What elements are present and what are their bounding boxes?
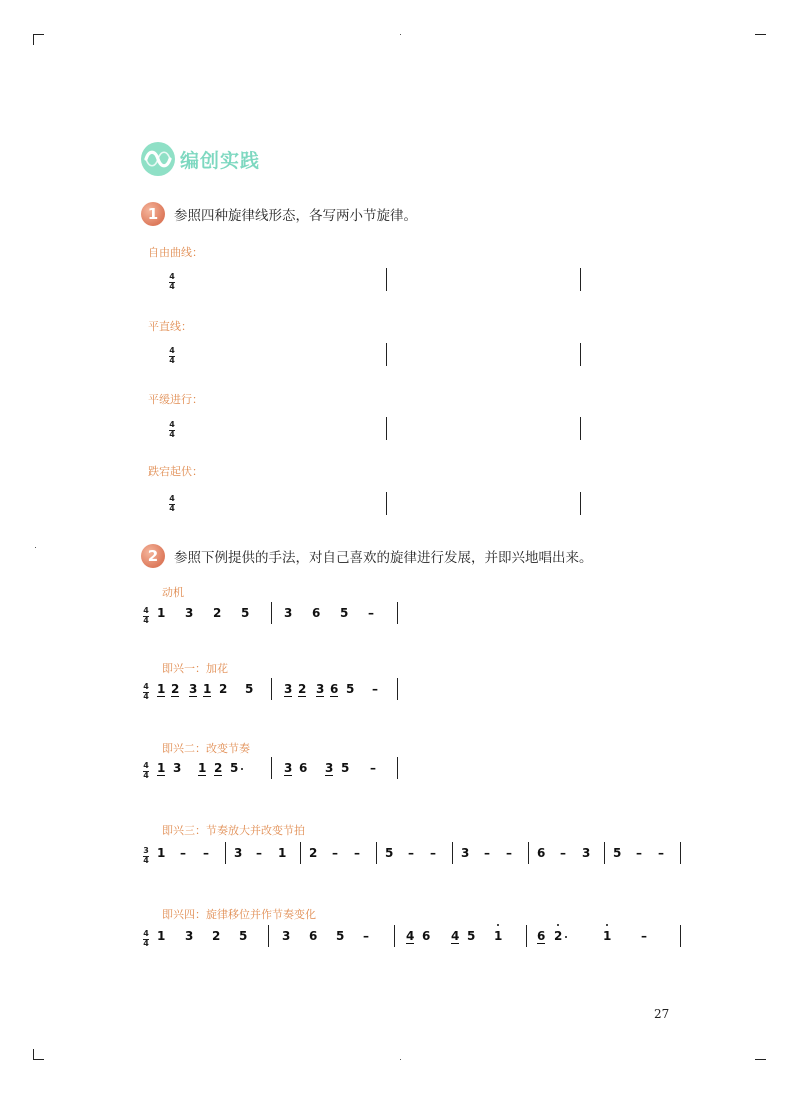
bar-line <box>397 602 398 624</box>
notation-row <box>0 677 800 707</box>
note: 6 <box>312 606 321 620</box>
note: 5 <box>613 846 622 860</box>
note: 3 <box>185 606 194 620</box>
task-1-instruction: 参照四种旋律线形态，各写两小节旋律。 <box>174 208 417 224</box>
bar-line <box>300 842 301 864</box>
note: 6 <box>309 929 318 943</box>
task-2-heading <box>141 544 593 568</box>
melody-line-label: 平直线： <box>148 320 192 333</box>
dash: – <box>506 846 512 860</box>
dash: – <box>372 682 378 696</box>
bar-line <box>271 602 272 624</box>
note: 1 <box>157 929 166 943</box>
note: 1 <box>157 761 166 775</box>
bar-line <box>452 842 453 864</box>
task-number-badge: 2 <box>141 544 165 568</box>
dash: – <box>368 606 374 620</box>
high-dotted-note: 2 <box>554 929 562 943</box>
bar-line <box>394 925 395 947</box>
note: 5 <box>341 761 350 775</box>
notation-row <box>0 756 800 786</box>
note: 3 <box>282 929 291 943</box>
note: 5 <box>245 682 254 696</box>
note: 3 <box>185 929 194 943</box>
note: 1 <box>203 682 212 696</box>
note: 6 <box>422 929 431 943</box>
blank-staff-row <box>0 266 800 296</box>
note: 6 <box>537 929 546 943</box>
high-note: 1 <box>494 929 502 943</box>
bar-line <box>271 757 272 779</box>
bar-line <box>580 417 581 440</box>
bar-line <box>386 417 387 440</box>
note: 2 <box>213 606 222 620</box>
note: 3 <box>173 761 182 775</box>
time-signature: 4 4 <box>169 420 175 439</box>
dash: – <box>180 846 186 860</box>
bar-line <box>225 842 226 864</box>
melody-line-label: 跌宕起伏： <box>148 465 203 478</box>
example-label: 即兴一：加花 <box>162 662 228 675</box>
bar-line <box>580 268 581 291</box>
bar-line <box>580 492 581 515</box>
dash: – <box>484 846 490 860</box>
blank-staff-row <box>0 340 800 370</box>
bar-line <box>528 842 529 864</box>
bar-line <box>386 492 387 515</box>
example-label: 即兴二：改变节奏 <box>162 742 250 755</box>
section-title: 编创实践 <box>180 149 261 172</box>
note: 5 <box>385 846 394 860</box>
dash: – <box>354 846 360 860</box>
crop-mark-bottom-left <box>33 1059 44 1060</box>
bar-line <box>386 343 387 366</box>
dash: – <box>370 761 376 775</box>
note: 5 <box>241 606 250 620</box>
bar-line <box>580 343 581 366</box>
time-signature: 4 4 <box>143 682 149 701</box>
crop-mark-bottom-right <box>755 1059 766 1060</box>
task-number-badge: 1 <box>141 202 165 226</box>
dash: – <box>658 846 664 860</box>
time-signature: 4 4 <box>143 606 149 625</box>
note: 3 <box>189 682 198 696</box>
bar-line <box>526 925 527 947</box>
note: 1 <box>157 846 166 860</box>
notation-row <box>0 924 800 954</box>
note: 3 <box>582 846 591 860</box>
page-number: 27 <box>654 1007 670 1021</box>
section-heading <box>140 140 260 178</box>
dash: – <box>256 846 262 860</box>
bar-line <box>386 268 387 291</box>
time-signature: 3 4 <box>143 846 149 865</box>
dash: – <box>408 846 414 860</box>
melody-line-label: 自由曲线： <box>148 246 203 259</box>
note: 3 <box>316 682 325 696</box>
note: 3 <box>461 846 470 860</box>
task-1-heading <box>141 202 417 226</box>
note: 5 <box>467 929 476 943</box>
registration-dot <box>35 547 36 548</box>
dash: – <box>363 929 369 943</box>
note: 2 <box>309 846 318 860</box>
blank-staff-row <box>0 414 800 444</box>
task-2-instruction: 参照下例提供的手法，对自己喜欢的旋律进行发展，并即兴地唱出来。 <box>174 550 593 566</box>
registration-dot <box>400 34 401 35</box>
bar-line <box>604 842 605 864</box>
time-signature: 4 4 <box>169 346 175 365</box>
note: 4 <box>406 929 415 943</box>
note: 1 <box>157 606 166 620</box>
note: 5 <box>340 606 349 620</box>
note: 5 <box>239 929 248 943</box>
note: 2 <box>214 761 223 775</box>
dash: – <box>430 846 436 860</box>
dotted-note: 5 <box>230 761 238 775</box>
bar-line <box>268 925 269 947</box>
bar-line <box>271 678 272 700</box>
time-signature: 4 4 <box>143 929 149 948</box>
note: 5 <box>336 929 345 943</box>
blank-staff-row <box>0 488 800 518</box>
note: 3 <box>284 682 293 696</box>
dash: – <box>332 846 338 860</box>
note: 3 <box>325 761 334 775</box>
wave-icon <box>140 141 176 177</box>
note: 2 <box>171 682 180 696</box>
bar-line <box>680 842 681 864</box>
notation-row <box>0 841 800 871</box>
note: 2 <box>298 682 307 696</box>
dash: – <box>203 846 209 860</box>
note: 2 <box>219 682 228 696</box>
example-label: 即兴四：旋律移位并作节奏变化 <box>162 908 316 921</box>
example-label: 即兴三：节奏放大并改变节拍 <box>162 824 305 837</box>
note: 2 <box>212 929 221 943</box>
dash: – <box>560 846 566 860</box>
high-note: 1 <box>603 929 611 943</box>
note: 5 <box>346 682 355 696</box>
note: 6 <box>537 846 546 860</box>
notation-row <box>0 601 800 631</box>
dash: – <box>641 929 647 943</box>
note: 3 <box>234 846 243 860</box>
registration-dot <box>400 1059 401 1060</box>
time-signature: 4 4 <box>169 494 175 513</box>
dash: – <box>636 846 642 860</box>
note: 4 <box>451 929 460 943</box>
bar-line <box>376 842 377 864</box>
note: 6 <box>330 682 339 696</box>
note: 1 <box>278 846 287 860</box>
bar-line <box>397 757 398 779</box>
melody-line-label: 平缓进行： <box>148 393 203 406</box>
note: 1 <box>157 682 166 696</box>
crop-mark-top-right <box>755 34 766 35</box>
time-signature: 4 4 <box>169 272 175 291</box>
time-signature: 4 4 <box>143 761 149 780</box>
example-label: 动机 <box>162 586 184 599</box>
note: 6 <box>299 761 308 775</box>
bar-line <box>397 678 398 700</box>
crop-mark-top-left <box>33 34 44 35</box>
note: 1 <box>198 761 207 775</box>
note: 3 <box>284 606 293 620</box>
note: 3 <box>284 761 293 775</box>
bar-line <box>680 925 681 947</box>
crop-mark-top-left <box>33 34 34 45</box>
